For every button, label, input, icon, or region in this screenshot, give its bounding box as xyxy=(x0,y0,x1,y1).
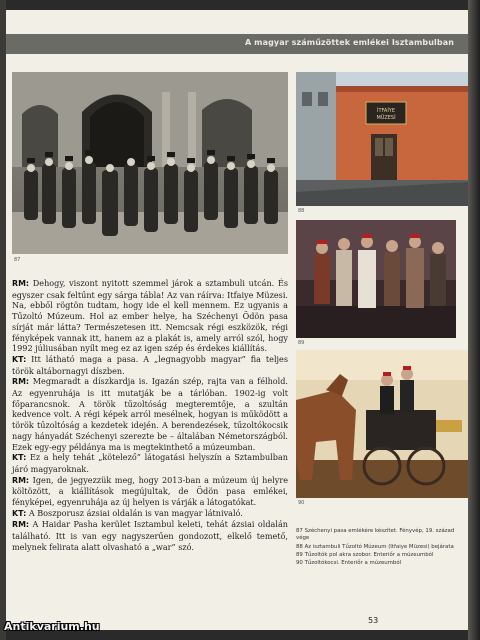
header-title: A magyar száműzöttek emlékei Isztambulban xyxy=(245,38,454,47)
speaker-label: RM: xyxy=(12,475,30,485)
caption-89: 89 Tűzoltók pol akra szobor. Enteriőr a múzeumból xyxy=(296,551,434,558)
museum-plaque-line2: MÜZESİ xyxy=(376,115,396,121)
museum-plaque-line1: İTFAİYE xyxy=(376,108,396,114)
figure-captions xyxy=(296,528,456,568)
paragraph xyxy=(12,452,288,474)
historical-photo-illustration xyxy=(12,72,288,254)
paragraph xyxy=(12,278,288,354)
speaker-label: KT: xyxy=(12,354,27,364)
speaker-label: RM: xyxy=(12,279,30,288)
paragraph xyxy=(12,519,288,552)
paragraph-text: A Haidar Pasha kerület Isztambul keleti, tehát ázsiai oldalán található. Itt is van egy nagyszerűen gondozott, elkelő temető, melynek felirata alatt olvasható a „war” szó. xyxy=(12,519,289,552)
figure-88-museum-photo xyxy=(296,72,468,206)
paragraph xyxy=(12,508,288,520)
caption-88: 88 Az isztambuli Tűzoltó Múzeum (Itfaiye Müzesi) bejárata xyxy=(296,543,454,550)
paragraph-text: Ez a hely tehát „kötelező” látogatási helyszín a Sztambulban járó magyaroknak. xyxy=(12,452,288,474)
page-edge xyxy=(468,0,480,640)
caption-90: 90 Tűzoltókocsi. Enteriőr a múzeumból xyxy=(296,560,402,567)
paragraph-text: Megmaradt a díszkardja is. Igazán szép, rajta van a félhold. Az egyenruhája is itt mutatják be a tárlóban. 1902-ig volt főparancsnok. A török tűzoltóság megteremtője, a szultán kedvence volt. A régi képek arról mesélnek, hogyan is működött a török tűzoltóság a kezdetek idején. A berendezések, tűzoltókocsik nagy hányadát Széchenyi szerezte be – általában Németországból. Ezek egy-egy példánya ma is megtekinthető a múzeumban. xyxy=(12,376,288,452)
page-number: 53 xyxy=(368,616,379,625)
speaker-label: KT: xyxy=(12,453,27,463)
figure-89-figures-photo xyxy=(296,220,456,338)
interview-body xyxy=(12,278,288,553)
figure-87-number: 87 xyxy=(14,257,21,263)
paragraph-text: A Boszporusz ázsiai oldalán is van magyar látnivaló. xyxy=(28,507,243,518)
book-page xyxy=(6,10,468,630)
figure-87-historical-photo xyxy=(12,72,288,254)
figure-90-number: 90 xyxy=(298,500,305,506)
museum-building-illustration xyxy=(296,72,468,206)
watermark-logo: Antikvarium.hu xyxy=(4,620,100,633)
figure-90-carriage-photo xyxy=(296,350,468,498)
figure-89-number: 89 xyxy=(298,340,305,346)
speaker-label: RM: xyxy=(12,520,30,530)
paragraph-text: Igen, de jegyezzük meg, hogy 2013-ban a múzeum új helyre költözött, a kiállítások megújultak, de Ödön pasa emlékei, fényképei, egyenruhája az új helyen is várják a látogatókat. xyxy=(12,474,288,508)
paragraph xyxy=(12,475,288,508)
paragraph xyxy=(12,376,288,452)
fire-carriage-illustration xyxy=(296,350,468,498)
speaker-label: RM: xyxy=(12,377,30,387)
figure-88-number: 88 xyxy=(298,208,305,214)
caption-87: 87 Széchenyi pasa emlékére készítet. Fényvép, 19. század vége xyxy=(296,528,455,542)
speaker-label: KT: xyxy=(12,508,27,518)
paragraph-text: Dehogy, viszont nyitott szemmel járok a sztambuli utcán. És egyszer csak feltűnt egy sárga tábla! Az van ráírva: Itfaiye Müzesi. Na, ebből rögtön tudtam, hogy ide el kell mennem. Ez ugyanis a Tűzoltó Múzeum. Hol az ember helye, ha Széchenyi Ödön pasa sírját már látta? Természetesen itt. Nemcsak régi eszközök, régi fényképek vannak itt, hanem az a plakát is, amely arról szól, hogy 1992 júliusában nyílt meg ez az igen szép és érdekes kiállítás. xyxy=(12,278,289,354)
firefighter-figures-illustration xyxy=(296,220,456,338)
paragraph-text: Itt látható maga a pasa. A „legnagyobb magyar” fia teljes török altábornagyi díszben. xyxy=(12,353,288,376)
running-header xyxy=(6,34,468,54)
paragraph xyxy=(12,354,288,376)
